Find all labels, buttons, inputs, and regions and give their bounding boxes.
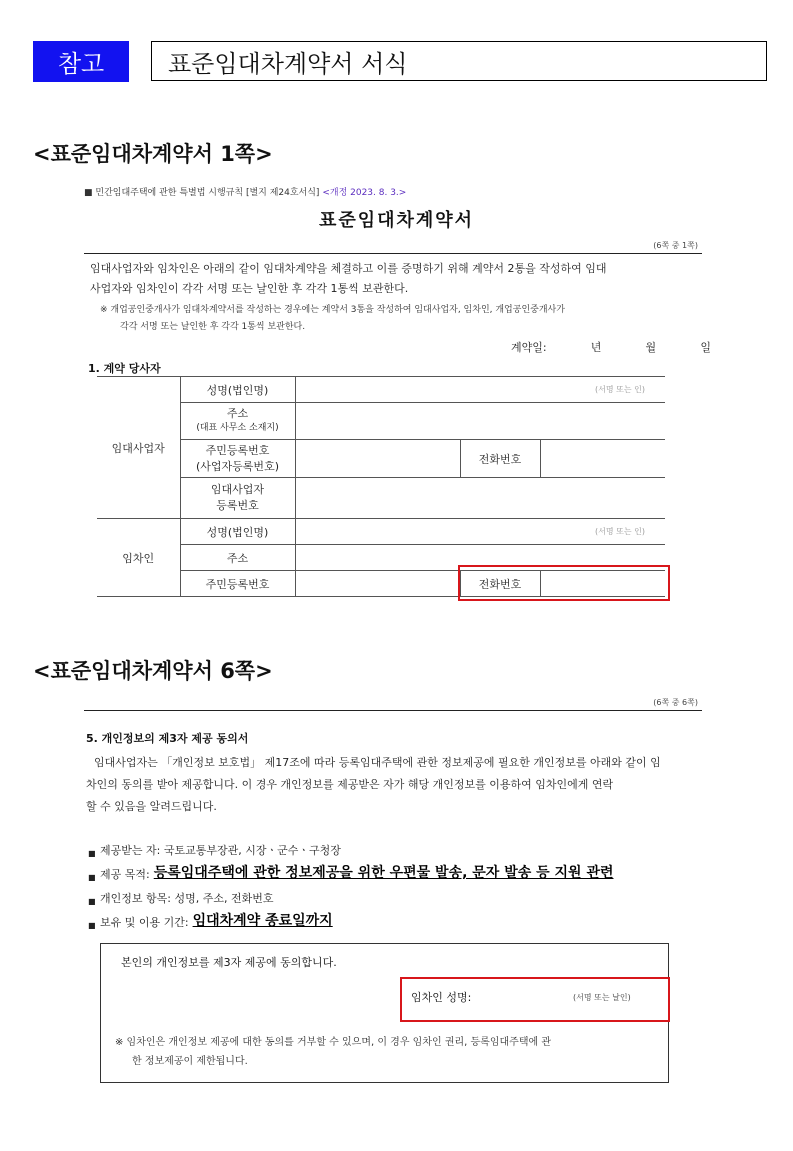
bullet-icon: ■ bbox=[88, 873, 96, 882]
tenant-sign-label: 임차인 성명: bbox=[411, 991, 472, 1004]
page6-number: (6쪽 중 6쪽) bbox=[653, 698, 698, 707]
section5-title: 5. 개인정보의 제3자 제공 동의서 bbox=[86, 732, 249, 745]
address-sub-label: (대표 사무소 소재지) bbox=[196, 423, 279, 433]
signature-highlight-box bbox=[400, 977, 670, 1022]
list-item bbox=[88, 906, 614, 930]
broker-note bbox=[100, 302, 710, 336]
divider bbox=[84, 253, 702, 254]
list-item bbox=[88, 834, 614, 858]
form-reference bbox=[84, 185, 406, 198]
intro-line: 사업자와 임차인이 각각 서명 또는 날인한 후 각각 1통씩 보관한다. bbox=[90, 282, 409, 295]
table-row bbox=[97, 519, 665, 545]
landlord-id-field[interactable] bbox=[295, 440, 460, 478]
list-item bbox=[88, 882, 614, 906]
note-line: 각각 서명 또는 날인한 후 각각 1통씩 보관한다. bbox=[120, 322, 306, 332]
form-reference-text: 민간임대주택에 관한 특별법 시행규칙 [별지 제24호서식] bbox=[95, 188, 320, 198]
bullet-icon: ■ bbox=[88, 897, 96, 906]
landlord-reg-field[interactable] bbox=[295, 478, 665, 519]
table-row bbox=[97, 440, 665, 478]
paragraph-line: 임대사업자는 「개인정보 보호법」 제17조에 따라 등록임대주택에 관한 정보제공에 필요한 개인정보를 아래와 같이 임 bbox=[94, 756, 661, 769]
landlord-sign-field[interactable]: (서명 또는 인) bbox=[295, 377, 665, 403]
list-item bbox=[88, 858, 614, 882]
landlord-reg-label bbox=[180, 478, 295, 519]
tenant-name-label: 성명(법인명) bbox=[180, 519, 295, 545]
tenant-address-label: 주소 bbox=[180, 545, 295, 571]
paragraph-line: 차인의 동의를 받아 제공합니다. 이 경우 개인정보를 제공받은 자가 해당 개인정보를 이용하여 임차인에게 연락 bbox=[86, 778, 614, 791]
tenant-id-label: 주민등록번호 bbox=[180, 571, 295, 597]
list-item-emphasis: 임대차계약 종료일까지 bbox=[192, 913, 333, 929]
document-title bbox=[151, 41, 767, 81]
intro-text bbox=[90, 259, 710, 299]
reference-tag: 참고 bbox=[33, 41, 129, 82]
landlord-id-label bbox=[180, 440, 295, 478]
landlord-address-field[interactable] bbox=[295, 403, 665, 440]
contract-date-label: 계약일: bbox=[511, 341, 547, 354]
document-title-text: 표준임대차계약서 서식 bbox=[168, 49, 408, 78]
phone-highlight-box bbox=[458, 565, 670, 601]
form-title: 표준임대차계약서 bbox=[318, 210, 475, 231]
note-line: ※ 임차인은 개인정보 제공에 대한 동의를 거부할 수 있으며, 이 경우 임차인 권리, 등록임대주택에 관 bbox=[115, 1037, 551, 1048]
intro-line: 임대사업자와 임차인은 아래의 같이 임대차계약을 체결하고 이를 증명하기 위해 계약서 2통을 작성하여 임대 bbox=[90, 262, 607, 275]
note-line: 한 정보제공이 제한됩니다. bbox=[132, 1056, 248, 1067]
consent-paragraph bbox=[86, 752, 706, 818]
list-item-label: 보유 및 이용 기간: bbox=[100, 916, 189, 929]
tenant-phone-label: 전화번호 bbox=[460, 571, 540, 597]
landlord-address-label bbox=[180, 403, 295, 440]
id-label: 주민등록번호 bbox=[205, 443, 270, 457]
note-line: ※ 개업공인중개사가 임대차계약서를 작성하는 경우에는 계약서 3통을 작성하여 임대사업자, 임차인, 개업공인중개사가 bbox=[100, 305, 565, 315]
list-item-label: 제공받는 자: 국토교통부장관, 시장ㆍ군수ㆍ구청장 bbox=[100, 844, 341, 857]
address-label: 주소 bbox=[226, 407, 249, 420]
landlord-name-label: 성명(법인명) bbox=[180, 377, 295, 403]
paragraph-line: 할 수 있음을 알려드립니다. bbox=[86, 800, 217, 813]
square-bullet-icon: ■ bbox=[84, 188, 93, 198]
form-revision-date: <개정 2023. 8. 3.> bbox=[322, 188, 407, 198]
page1-heading: <표준임대차계약서 1쪽> bbox=[33, 142, 273, 166]
info-list bbox=[88, 834, 614, 930]
tenant-label: 임차인 bbox=[97, 519, 180, 597]
table-row bbox=[97, 403, 665, 440]
reg-sub-label: 등록번호 bbox=[216, 499, 259, 512]
table-row bbox=[97, 377, 665, 403]
bullet-icon: ■ bbox=[88, 849, 96, 858]
contract-date bbox=[511, 338, 711, 358]
consent-text: 본인의 개인정보를 제3자 제공에 동의합니다. bbox=[121, 956, 337, 969]
list-item-label: 개인정보 항목: 성명, 주소, 전화번호 bbox=[100, 892, 274, 905]
list-item-label: 제공 목적: bbox=[100, 868, 150, 881]
contract-year: 년 bbox=[590, 341, 602, 354]
tenant-sign-field[interactable]: (서명 또는 인) bbox=[295, 519, 665, 545]
divider bbox=[84, 710, 702, 711]
section1-title: 1. 계약 당사자 bbox=[88, 362, 161, 375]
table-row bbox=[97, 478, 665, 519]
list-item-emphasis: 등록임대주택에 관한 정보제공을 위한 우편물 발송, 문자 발송 등 지원 관련 bbox=[153, 865, 614, 881]
page1-number: (6쪽 중 1쪽) bbox=[653, 241, 698, 250]
contract-month: 월 bbox=[645, 341, 657, 354]
page6-heading: <표준임대차계약서 6쪽> bbox=[33, 659, 273, 683]
parties-table bbox=[97, 376, 665, 597]
reg-label: 임대사업자 bbox=[210, 483, 265, 496]
id-sub-label: (사업자등록번호) bbox=[196, 459, 279, 473]
consent-note bbox=[115, 1033, 660, 1071]
bullet-icon: ■ bbox=[88, 921, 96, 930]
tenant-id-field[interactable] bbox=[295, 571, 460, 597]
landlord-phone-field[interactable] bbox=[540, 440, 665, 478]
tenant-sign-hint[interactable]: (서명 또는 날인) bbox=[573, 993, 631, 1002]
landlord-phone-label: 전화번호 bbox=[460, 440, 540, 478]
landlord-label: 임대사업자 bbox=[97, 377, 180, 519]
contract-day: 일 bbox=[700, 341, 711, 354]
